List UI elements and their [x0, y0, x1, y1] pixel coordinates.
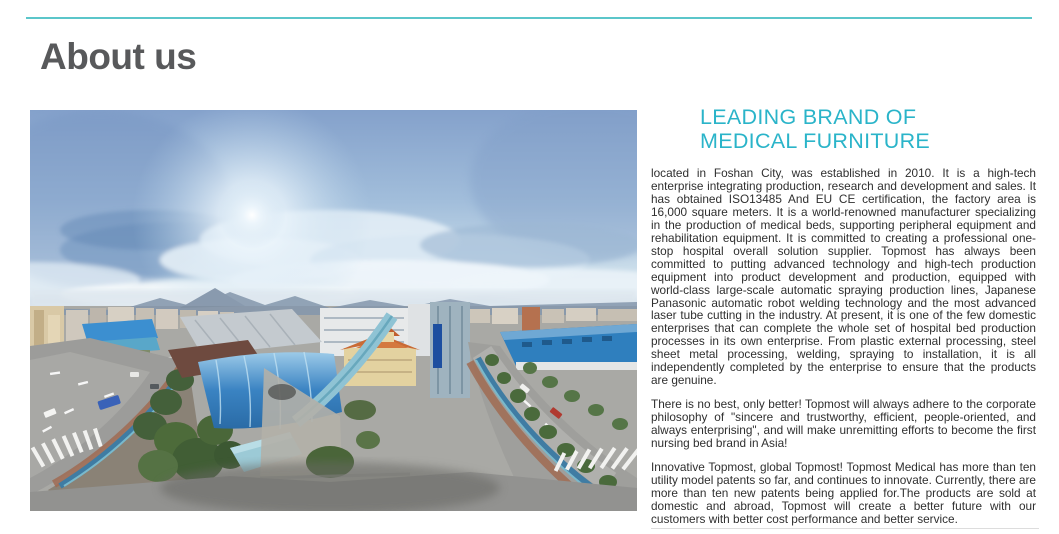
blue-sign [433, 324, 442, 368]
bottom-divider-line [651, 528, 1039, 529]
brand-tagline [700, 105, 1036, 153]
about-text-column [651, 105, 1036, 534]
top-accent-line [26, 17, 1032, 19]
about-paragraph-3: Innovative Topmost, global Topmost! Topmost Medical has more than ten utility model patents so far, and continues to innovate. Currently, there are more than ten new patents being applied for.The products are sold at domestic and abroad, Topmost will create a better future with our customers with better cost performance and better service. [651, 460, 1036, 526]
sky [30, 110, 637, 338]
about-paragraph-2: There is no best, only better! Topmost will always adhere to the corporate philosophy of "sincere and trustworthy, efficient, people-oriented, and always enterprising", and will make unremitting efforts to become the first nursing bed brand in Asia! [651, 397, 1036, 451]
brand-tagline-line1: LEADING BRAND OF [700, 105, 917, 129]
factory-panorama-svg [30, 110, 637, 511]
brand-tagline-line2: MEDICAL FURNITURE [700, 129, 931, 153]
about-paragraph-1: located in Foshan City, was established in 2010. It is a high-tech enterprise integrating production, research and development and sales. It has obtained ISO13485 And EU CE certification, the factory area is 16,000 square meters. It is a world-renowned manufacturer specializing in the production of medical beds, supporting peripheral equipment and rehabilitation equipment. It is committed to creating a professional one-stop hospital overall solution supplier. Topmost has always been committed to putting advanced technology and high-tech production equipment into product development and production, equipped with world-class large-scale automatic spraying production lines, Japanese Panasonic automatic robot welding technology and the most advanced laser tube cutting in the industry. At present, it is one of the few domestic enterprises that can complete the whole set of hospital bed production processes in its own enterprise. From plastic external processing, steel sheet metal processing, welding, spraying to installation, it is all independently completed by the enterprise to ensure that the products are genuine. [651, 166, 1036, 388]
page-title: About us [40, 36, 197, 77]
factory-panorama-image [30, 110, 637, 511]
